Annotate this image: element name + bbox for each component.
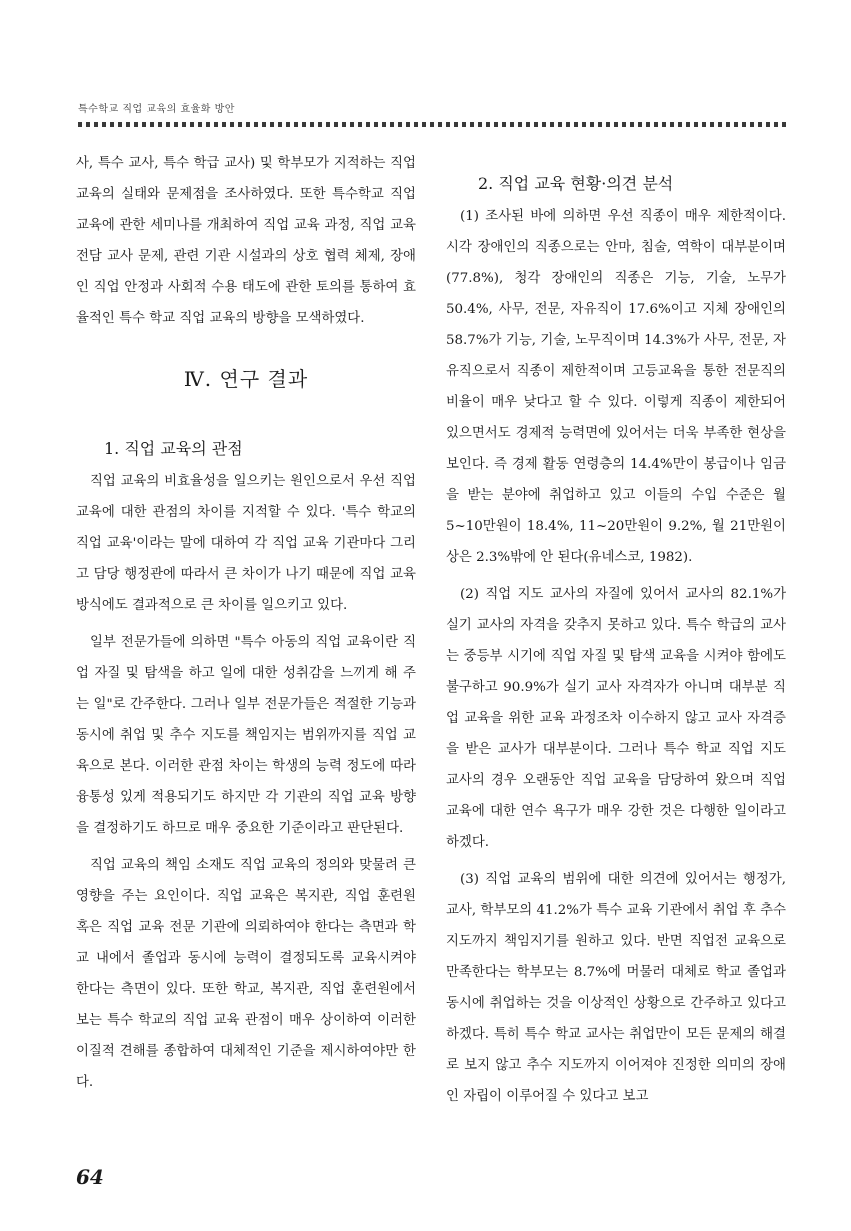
left-column [76,148,416,1098]
running-header: 특수학교 직업 교육의 효율화 방안 [78,104,235,115]
subsection-heading: 1. 직업 교육의 관점 [104,439,243,458]
body-paragraph: 직업 교육의 책임 소재도 직업 교육의 정의와 맞물려 큰 영향을 주는 요인이다. 직업 교육은 복지관, 직업 훈련원 혹은 직업 교육 전문 기관에 의뢰하여야 한다는 측면과 학교 내에서 졸업과 동시에 능력이 결정되도록 교육시켜야 한다는 측면이 있다. 또한 학교, 복지관, 직업 훈련원에서 보는 특수 학교의 직업 교육 관점이 매우 상이하여 이러한 이질적 견해를 종합하여 대체적인 기준을 제시하여야만 한다. [76,858,416,1090]
body-paragraph: (2) 직업 지도 교사의 자질에 있어서 교사의 82.1%가 실기 교사의 자격을 갖추지 못하고 있다. 특수 학급의 교사는 중등부 시기에 직업 자질 및 탐색 교육을 시켜야 함에도 불구하고 90.9%가 실기 교사 자격자가 아니며 대부분 직업 교육을 위한 교육 과정조차 이수하지 않고 교사 자격증을 받은 교사가 대부분이다. 그러나 특수 학교 직업 지도 교사의 경우 오랜동안 직업 교육을 담당하여 왔으며 직업 교육에 대한 연수 욕구가 매우 강한 것은 다행한 일이라고 하겠다. [446,587,786,850]
header-divider [78,122,786,127]
subsection-heading: 2. 직업 교육 현황·의견 분석 [478,174,674,193]
page-number: 64 [76,1165,104,1189]
body-paragraph: (1) 조사된 바에 의하면 우선 직종이 매우 제한적이다. 시각 장애인의 직종으로는 안마, 침술, 역학이 대부분이며(77.8%), 청각 장애인의 직종은 기능, 기술, 노무가 50.4%, 사무, 전문, 자유직이 17.6%이고 지체 장애인의 58.7%가 기능, 기술, 노무직이며 14.3%가 사무, 전문, 자유직으로서 직종이 제한적이며 고등교육을 통한 전문직의 비율이 매우 낮다고 할 수 있다. 이렇게 직종이 제한되어 있으면서도 경제적 능력면에 있어서는 더욱 부족한 현상을 보인다. 즉 경제 활동 연령층의 14.4%만이 봉급이나 임금을 받는 분야에 취업하고 있고 이들의 수입 수준은 월 5~10만원이 18.4%, 11~20만원이 9.2%, 월 21만원이상은 2.3%밖에 안 된다(유네스코, 1982). [446,209,786,565]
intro-paragraph: 사, 특수 교사, 특수 학급 교사) 및 학부모가 지적하는 직업 교육의 실태와 문제점을 조사하였다. 또한 특수학교 직업 교육에 관한 세미나를 개최하여 직업 교육 과정, 직업 교육 전담 교사 문제, 관련 기관 시설과의 상호 협력 체제, 장애인 직업 안정과 사회적 수용 태도에 관한 토의를 통하여 효율적인 특수 학교 직업 교육의 방향을 모색하였다. [76,156,416,326]
body-paragraph: 일부 전문가들에 의하면 "특수 아동의 직업 교육이란 직업 자질 및 탐색을 하고 일에 대한 성취감을 느끼게 해 주는 일"로 간주한다. 그러나 일부 전문가들은 적절한 기능과 동시에 취업 및 추수 지도를 책임지는 범위까지를 직업 교육으로 본다. 이러한 관점 차이는 학생의 능력 정도에 따라 융통성 있게 적용되기도 하지만 각 기관의 직업 교육 방향을 결정하기도 하므로 매우 중요한 기준이라고 판단된다. [76,635,416,836]
body-paragraph: (3) 직업 교육의 범위에 대한 의견에 있어서는 행정가, 교사, 학부모의 41.2%가 특수 교육 기관에서 취업 후 추수 지도까지 책임지기를 원하고 있다. 반면 직업전 교육으로 만족한다는 학부모는 8.7%에 머물러 대체로 학교 졸업과 동시에 취업하는 것을 이상적인 상황으로 간주하고 있다고 하겠다. 특히 특수 학교 교사는 취업만이 모든 문제의 해결로 보지 않고 추수 지도까지 이어져야 진정한 의미의 장애인 자립이 이루어질 수 있다고 보고 [446,872,786,1104]
section-heading: Ⅳ. 연구 결과 [183,367,309,391]
body-paragraph: 직업 교육의 비효율성을 일으키는 원인으로서 우선 직업 교육에 대한 관점의 차이를 지적할 수 있다. '특수 학교의 직업 교육'이라는 말에 대하여 각 직업 교육 기관마다 그리고 담당 행정관에 따라서 큰 차이가 나기 때문에 직업 교육 방식에도 결과적으로 큰 차이를 일으키고 있다. [76,474,416,613]
right-column [446,148,786,1112]
